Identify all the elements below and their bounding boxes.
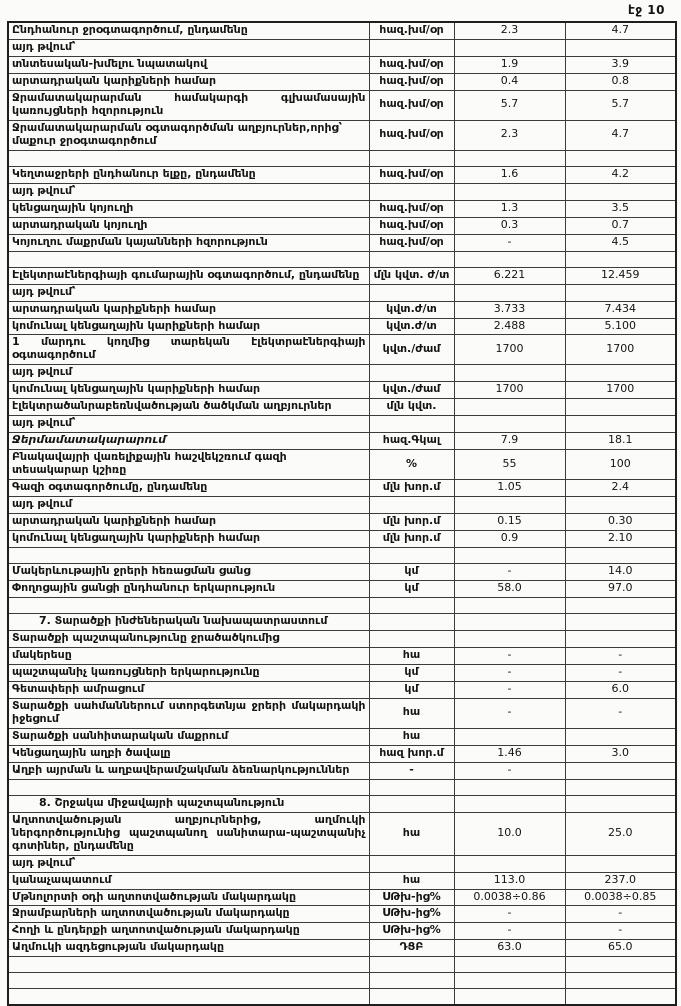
unit-cell: հազ.խմ/օր <box>369 217 454 234</box>
table-row <box>8 433 676 450</box>
table-row <box>8 872 676 889</box>
value-projected-cell <box>565 284 676 301</box>
unit-cell: հազ.խմ/օր <box>369 56 454 73</box>
table-row <box>8 73 676 90</box>
description-cell <box>8 150 369 166</box>
table-row <box>8 664 676 681</box>
value-existing-cell <box>454 497 565 514</box>
table-row <box>8 166 676 183</box>
description-cell: Տարածքի սահմաններում ստորգետնյա ջրերի մակարդակի իջեցում <box>8 698 369 728</box>
table-row <box>8 745 676 762</box>
table-row <box>8 795 676 812</box>
value-projected-cell: 3.9 <box>565 56 676 73</box>
value-existing-cell <box>454 39 565 56</box>
unit-cell: հազ.խմ/օր <box>369 73 454 90</box>
value-projected-cell: - <box>565 906 676 923</box>
value-existing-cell: - <box>454 664 565 681</box>
table-row <box>8 150 676 166</box>
table-row <box>8 531 676 548</box>
description-cell: այդ թվում՝ <box>8 284 369 301</box>
description-cell: Ջրամբարների աղտոտվածության մակարդակը <box>8 906 369 923</box>
description-cell: այդ թվում <box>8 365 369 382</box>
value-projected-cell: 0.7 <box>565 217 676 234</box>
table-row <box>8 90 676 120</box>
unit-cell <box>369 497 454 514</box>
description-cell: Հողի և ընդերքի աղտոտվածության մակարդակը <box>8 923 369 940</box>
value-projected-cell: 25.0 <box>565 812 676 855</box>
table-row <box>8 973 676 989</box>
table-row <box>8 514 676 531</box>
value-projected-cell <box>565 548 676 564</box>
value-projected-cell: 4.5 <box>565 234 676 251</box>
description-cell: Աղմուկի ազդեցության մակարդակը <box>8 940 369 957</box>
value-existing-cell <box>454 779 565 795</box>
unit-cell: հազ.խմ/օր <box>369 120 454 150</box>
unit-cell <box>369 989 454 1006</box>
value-projected-cell <box>565 150 676 166</box>
description-cell: այդ թվում՝ <box>8 183 369 200</box>
value-existing-cell: 0.4 <box>454 73 565 90</box>
table-row <box>8 698 676 728</box>
value-existing-cell: - <box>454 681 565 698</box>
value-existing-cell: 1.6 <box>454 166 565 183</box>
value-projected-cell: 14.0 <box>565 564 676 581</box>
description-cell: այդ թվում <box>8 497 369 514</box>
value-projected-cell: 5.100 <box>565 318 676 335</box>
table-row <box>8 989 676 1006</box>
description-cell: արտադրական կարիքների համար <box>8 73 369 90</box>
unit-cell: հազ խոր.մ <box>369 745 454 762</box>
unit-cell: % <box>369 450 454 480</box>
unit-cell <box>369 251 454 267</box>
table-row <box>8 564 676 581</box>
description-cell: կոմունալ կենցաղային կարիքների համար <box>8 382 369 399</box>
value-projected-cell: 2.4 <box>565 480 676 497</box>
description-cell: այդ թվում՝ <box>8 416 369 433</box>
description-cell: այդ թվում՝ <box>8 855 369 872</box>
description-cell: այդ թվում՝ <box>8 39 369 56</box>
description-cell: կենցաղային կոյուղի <box>8 200 369 217</box>
unit-cell <box>369 416 454 433</box>
value-existing-cell: 1700 <box>454 382 565 399</box>
value-projected-cell <box>565 39 676 56</box>
unit-cell <box>369 614 454 631</box>
description-cell: կոմունալ կենցաղային կարիքների համար <box>8 318 369 335</box>
unit-cell: հազ.խմ/օր <box>369 90 454 120</box>
unit-cell <box>369 598 454 614</box>
unit-cell: մլն խոր.մ <box>369 480 454 497</box>
value-projected-cell <box>565 399 676 416</box>
value-existing-cell: - <box>454 923 565 940</box>
table-row <box>8 779 676 795</box>
unit-cell <box>369 548 454 564</box>
unit-cell: կվտ.ժ/տ <box>369 301 454 318</box>
value-existing-cell: - <box>454 647 565 664</box>
value-projected-cell: 97.0 <box>565 581 676 598</box>
description-cell <box>8 973 369 989</box>
value-existing-cell: 55 <box>454 450 565 480</box>
value-projected-cell: 3.0 <box>565 745 676 762</box>
description-cell: Աղտոտվածության աղբյուրներից, աղմուկի ներգործությունից պաշտպանող սանիտարա-պաշտպանիչ գոտիներ, ընդամենը <box>8 812 369 855</box>
table-row <box>8 889 676 906</box>
unit-cell <box>369 779 454 795</box>
table-row <box>8 251 676 267</box>
value-projected-cell: 1700 <box>565 382 676 399</box>
description-cell: Բնակավայրի վառելիքային հաշվեկշռում գազի տեսակարար կշիռը <box>8 450 369 480</box>
description-cell: Տարածքի պաշտպանությունը ջրածածկումից <box>8 630 369 647</box>
unit-cell: ՍԹխ-ից% <box>369 923 454 940</box>
value-existing-cell: - <box>454 234 565 251</box>
table-row <box>8 480 676 497</box>
value-existing-cell <box>454 284 565 301</box>
unit-cell <box>369 973 454 989</box>
unit-cell: հազ.Գկալ <box>369 433 454 450</box>
description-cell: պաշտպանիչ կառույցների երկարությունը <box>8 664 369 681</box>
table-row <box>8 120 676 150</box>
unit-cell <box>369 284 454 301</box>
value-projected-cell <box>565 795 676 812</box>
page-number-label: էջ 10 <box>627 3 665 17</box>
description-cell: էլեկտրածանրաբեռնվածության ծածկման աղբյուրներ <box>8 399 369 416</box>
description-cell <box>8 598 369 614</box>
value-projected-cell <box>565 957 676 973</box>
value-existing-cell <box>454 855 565 872</box>
table-row <box>8 318 676 335</box>
value-projected-cell: 4.7 <box>565 22 676 39</box>
value-existing-cell: 113.0 <box>454 872 565 889</box>
value-projected-cell: - <box>565 647 676 664</box>
table-row <box>8 906 676 923</box>
value-existing-cell <box>454 989 565 1006</box>
value-existing-cell: 10.0 <box>454 812 565 855</box>
unit-cell <box>369 630 454 647</box>
value-existing-cell <box>454 399 565 416</box>
description-cell <box>8 957 369 973</box>
value-projected-cell <box>565 762 676 779</box>
unit-cell <box>369 957 454 973</box>
value-projected-cell: 100 <box>565 450 676 480</box>
table-row <box>8 450 676 480</box>
value-projected-cell <box>565 416 676 433</box>
value-projected-cell <box>565 779 676 795</box>
value-projected-cell: 12.459 <box>565 267 676 284</box>
value-existing-cell <box>454 183 565 200</box>
description-cell: Գետափերի ամրացում <box>8 681 369 698</box>
value-existing-cell: - <box>454 906 565 923</box>
value-projected-cell: 3.5 <box>565 200 676 217</box>
unit-cell: հազ.խմ/օր <box>369 166 454 183</box>
description-cell: Ջերմամատակարարում <box>8 433 369 450</box>
unit-cell: հազ.խմ/օր <box>369 22 454 39</box>
value-projected-cell: 1700 <box>565 335 676 365</box>
unit-cell <box>369 39 454 56</box>
description-cell: 1 մարդու կողմից տարեկան էլեկտրաէներգիայի օգտագործում <box>8 335 369 365</box>
value-existing-cell <box>454 365 565 382</box>
description-cell: Ջրամատակարարման համակարգի գլխամասային կառույցների հզորություն <box>8 90 369 120</box>
value-existing-cell: 2.3 <box>454 120 565 150</box>
value-existing-cell: 3.733 <box>454 301 565 318</box>
value-existing-cell <box>454 957 565 973</box>
unit-cell: հա <box>369 812 454 855</box>
table-row <box>8 365 676 382</box>
value-projected-cell <box>565 989 676 1006</box>
value-projected-cell <box>565 630 676 647</box>
description-cell <box>8 779 369 795</box>
description-cell: Գազի օգտագործումը, ընդամենը <box>8 480 369 497</box>
value-projected-cell: 65.0 <box>565 940 676 957</box>
value-existing-cell: 2.488 <box>454 318 565 335</box>
unit-cell: հա <box>369 872 454 889</box>
value-existing-cell: 1.46 <box>454 745 565 762</box>
value-existing-cell: 1.9 <box>454 56 565 73</box>
description-cell: 8. Շրջակա միջավայրի պաշտպանություն <box>8 795 369 812</box>
table-row <box>8 630 676 647</box>
table-row <box>8 39 676 56</box>
value-existing-cell: 0.15 <box>454 514 565 531</box>
unit-cell: մլն խոր.մ <box>369 514 454 531</box>
description-cell: արտադրական կարիքների համար <box>8 514 369 531</box>
description-cell: Տարածքի սանհիտարական մաքրում <box>8 728 369 745</box>
value-existing-cell <box>454 251 565 267</box>
description-cell: Աղբի այրման և աղբավերամշակման ձեռնարկություններ <box>8 762 369 779</box>
table-row <box>8 22 676 39</box>
statistics-table <box>7 21 677 1006</box>
description-cell: կանաչապատում <box>8 872 369 889</box>
table-row <box>8 267 676 284</box>
value-projected-cell: - <box>565 698 676 728</box>
value-existing-cell <box>454 150 565 166</box>
description-cell <box>8 548 369 564</box>
value-projected-cell: 4.2 <box>565 166 676 183</box>
value-projected-cell <box>565 728 676 745</box>
value-existing-cell: 1700 <box>454 335 565 365</box>
table-row <box>8 957 676 973</box>
table-row <box>8 581 676 598</box>
table-row <box>8 382 676 399</box>
table-row <box>8 762 676 779</box>
unit-cell: կվտ.ժ/տ <box>369 318 454 335</box>
description-cell <box>8 251 369 267</box>
description-cell: Ընդհանուր ջրօգտագործում, ընդամենը <box>8 22 369 39</box>
value-existing-cell: - <box>454 762 565 779</box>
table-row <box>8 855 676 872</box>
value-projected-cell: 0.0038÷0.85 <box>565 889 676 906</box>
table-row <box>8 812 676 855</box>
value-existing-cell: 58.0 <box>454 581 565 598</box>
unit-cell: ՍԹխ-ից% <box>369 906 454 923</box>
value-existing-cell: 0.3 <box>454 217 565 234</box>
table-row <box>8 183 676 200</box>
description-cell: Կեղտաջրերի ընդհանուր ելքը, ընդամենը <box>8 166 369 183</box>
value-existing-cell: 5.7 <box>454 90 565 120</box>
table-row <box>8 301 676 318</box>
value-projected-cell: 0.30 <box>565 514 676 531</box>
value-existing-cell <box>454 630 565 647</box>
value-projected-cell <box>565 973 676 989</box>
value-projected-cell <box>565 855 676 872</box>
unit-cell: կմ <box>369 564 454 581</box>
value-existing-cell: 63.0 <box>454 940 565 957</box>
unit-cell <box>369 855 454 872</box>
unit-cell: ՍԹխ-ից% <box>369 889 454 906</box>
value-projected-cell: 237.0 <box>565 872 676 889</box>
value-existing-cell <box>454 614 565 631</box>
description-cell: տնտեսական-խմելու նպատակով <box>8 56 369 73</box>
description-cell: 7. Տարածքի ինժեներական նախապատրաստում <box>8 614 369 631</box>
table-row <box>8 56 676 73</box>
unit-cell <box>369 183 454 200</box>
unit-cell: կվտ./ժամ <box>369 335 454 365</box>
table-row <box>8 940 676 957</box>
value-existing-cell <box>454 973 565 989</box>
value-existing-cell <box>454 728 565 745</box>
description-cell: Մթնոլորտի օդի աղտոտվածության մակարդակը <box>8 889 369 906</box>
description-cell: կոմունալ կենցաղային կարիքների համար <box>8 531 369 548</box>
statistics-table-body <box>8 22 676 1005</box>
table-row <box>8 200 676 217</box>
description-cell: Էլեկտրաէներգիայի գումարային օգտագործում, ընդամենը <box>8 267 369 284</box>
value-projected-cell <box>565 497 676 514</box>
table-row <box>8 598 676 614</box>
value-existing-cell: 6.221 <box>454 267 565 284</box>
table-row <box>8 335 676 365</box>
value-existing-cell: - <box>454 564 565 581</box>
unit-cell: կմ <box>369 664 454 681</box>
value-existing-cell: 1.3 <box>454 200 565 217</box>
description-cell: Կենցաղային աղբի ծավալը <box>8 745 369 762</box>
description-cell: Կոյուղու մաքրման կայանների հզորություն <box>8 234 369 251</box>
value-projected-cell: 0.8 <box>565 73 676 90</box>
unit-cell: մլն խոր.մ <box>369 531 454 548</box>
table-row <box>8 416 676 433</box>
unit-cell: հա <box>369 698 454 728</box>
description-cell: Մակերևութային ջրերի հեռացման ցանց <box>8 564 369 581</box>
value-existing-cell <box>454 548 565 564</box>
unit-cell: մլն կվտ. ժ/տ <box>369 267 454 284</box>
table-row <box>8 681 676 698</box>
unit-cell: հազ.խմ/օր <box>369 234 454 251</box>
value-projected-cell: 6.0 <box>565 681 676 698</box>
table-row <box>8 497 676 514</box>
value-existing-cell <box>454 795 565 812</box>
unit-cell: մլն կվտ. <box>369 399 454 416</box>
unit-cell <box>369 365 454 382</box>
value-projected-cell: - <box>565 923 676 940</box>
table-row <box>8 284 676 301</box>
unit-cell <box>369 150 454 166</box>
value-projected-cell: - <box>565 664 676 681</box>
value-existing-cell <box>454 416 565 433</box>
value-existing-cell: 7.9 <box>454 433 565 450</box>
value-existing-cell: 2.3 <box>454 22 565 39</box>
unit-cell: ԴՑԲ <box>369 940 454 957</box>
value-projected-cell <box>565 614 676 631</box>
unit-cell: կմ <box>369 581 454 598</box>
table-row <box>8 728 676 745</box>
value-existing-cell <box>454 598 565 614</box>
value-projected-cell: 5.7 <box>565 90 676 120</box>
unit-cell: կվտ./ժամ <box>369 382 454 399</box>
table-row <box>8 647 676 664</box>
value-existing-cell: 1.05 <box>454 480 565 497</box>
value-projected-cell <box>565 251 676 267</box>
value-projected-cell <box>565 183 676 200</box>
value-existing-cell: - <box>454 698 565 728</box>
unit-cell: հազ.խմ/օր <box>369 200 454 217</box>
table-row <box>8 399 676 416</box>
value-projected-cell: 2.10 <box>565 531 676 548</box>
unit-cell: - <box>369 762 454 779</box>
description-cell: Ջրամատակարարման օգտագործման աղբյուրներ,որից՝ մաքուր ջրօգտագործում <box>8 120 369 150</box>
table-row <box>8 234 676 251</box>
value-existing-cell: 0.9 <box>454 531 565 548</box>
description-cell: Փողոցային ցանցի ընդհանուր երկարություն <box>8 581 369 598</box>
value-projected-cell: 4.7 <box>565 120 676 150</box>
value-projected-cell <box>565 598 676 614</box>
description-cell: մակերեսը <box>8 647 369 664</box>
value-existing-cell: 0.0038÷0.86 <box>454 889 565 906</box>
table-row <box>8 614 676 631</box>
value-projected-cell <box>565 365 676 382</box>
unit-cell: հա <box>369 647 454 664</box>
description-cell <box>8 989 369 1006</box>
unit-cell: հա <box>369 728 454 745</box>
value-projected-cell: 18.1 <box>565 433 676 450</box>
table-row <box>8 923 676 940</box>
value-projected-cell: 7.434 <box>565 301 676 318</box>
table-row <box>8 548 676 564</box>
description-cell: արտադրական կոյուղի <box>8 217 369 234</box>
unit-cell <box>369 795 454 812</box>
unit-cell: կմ <box>369 681 454 698</box>
description-cell: արտադրական կարիքների համար <box>8 301 369 318</box>
table-row <box>8 217 676 234</box>
